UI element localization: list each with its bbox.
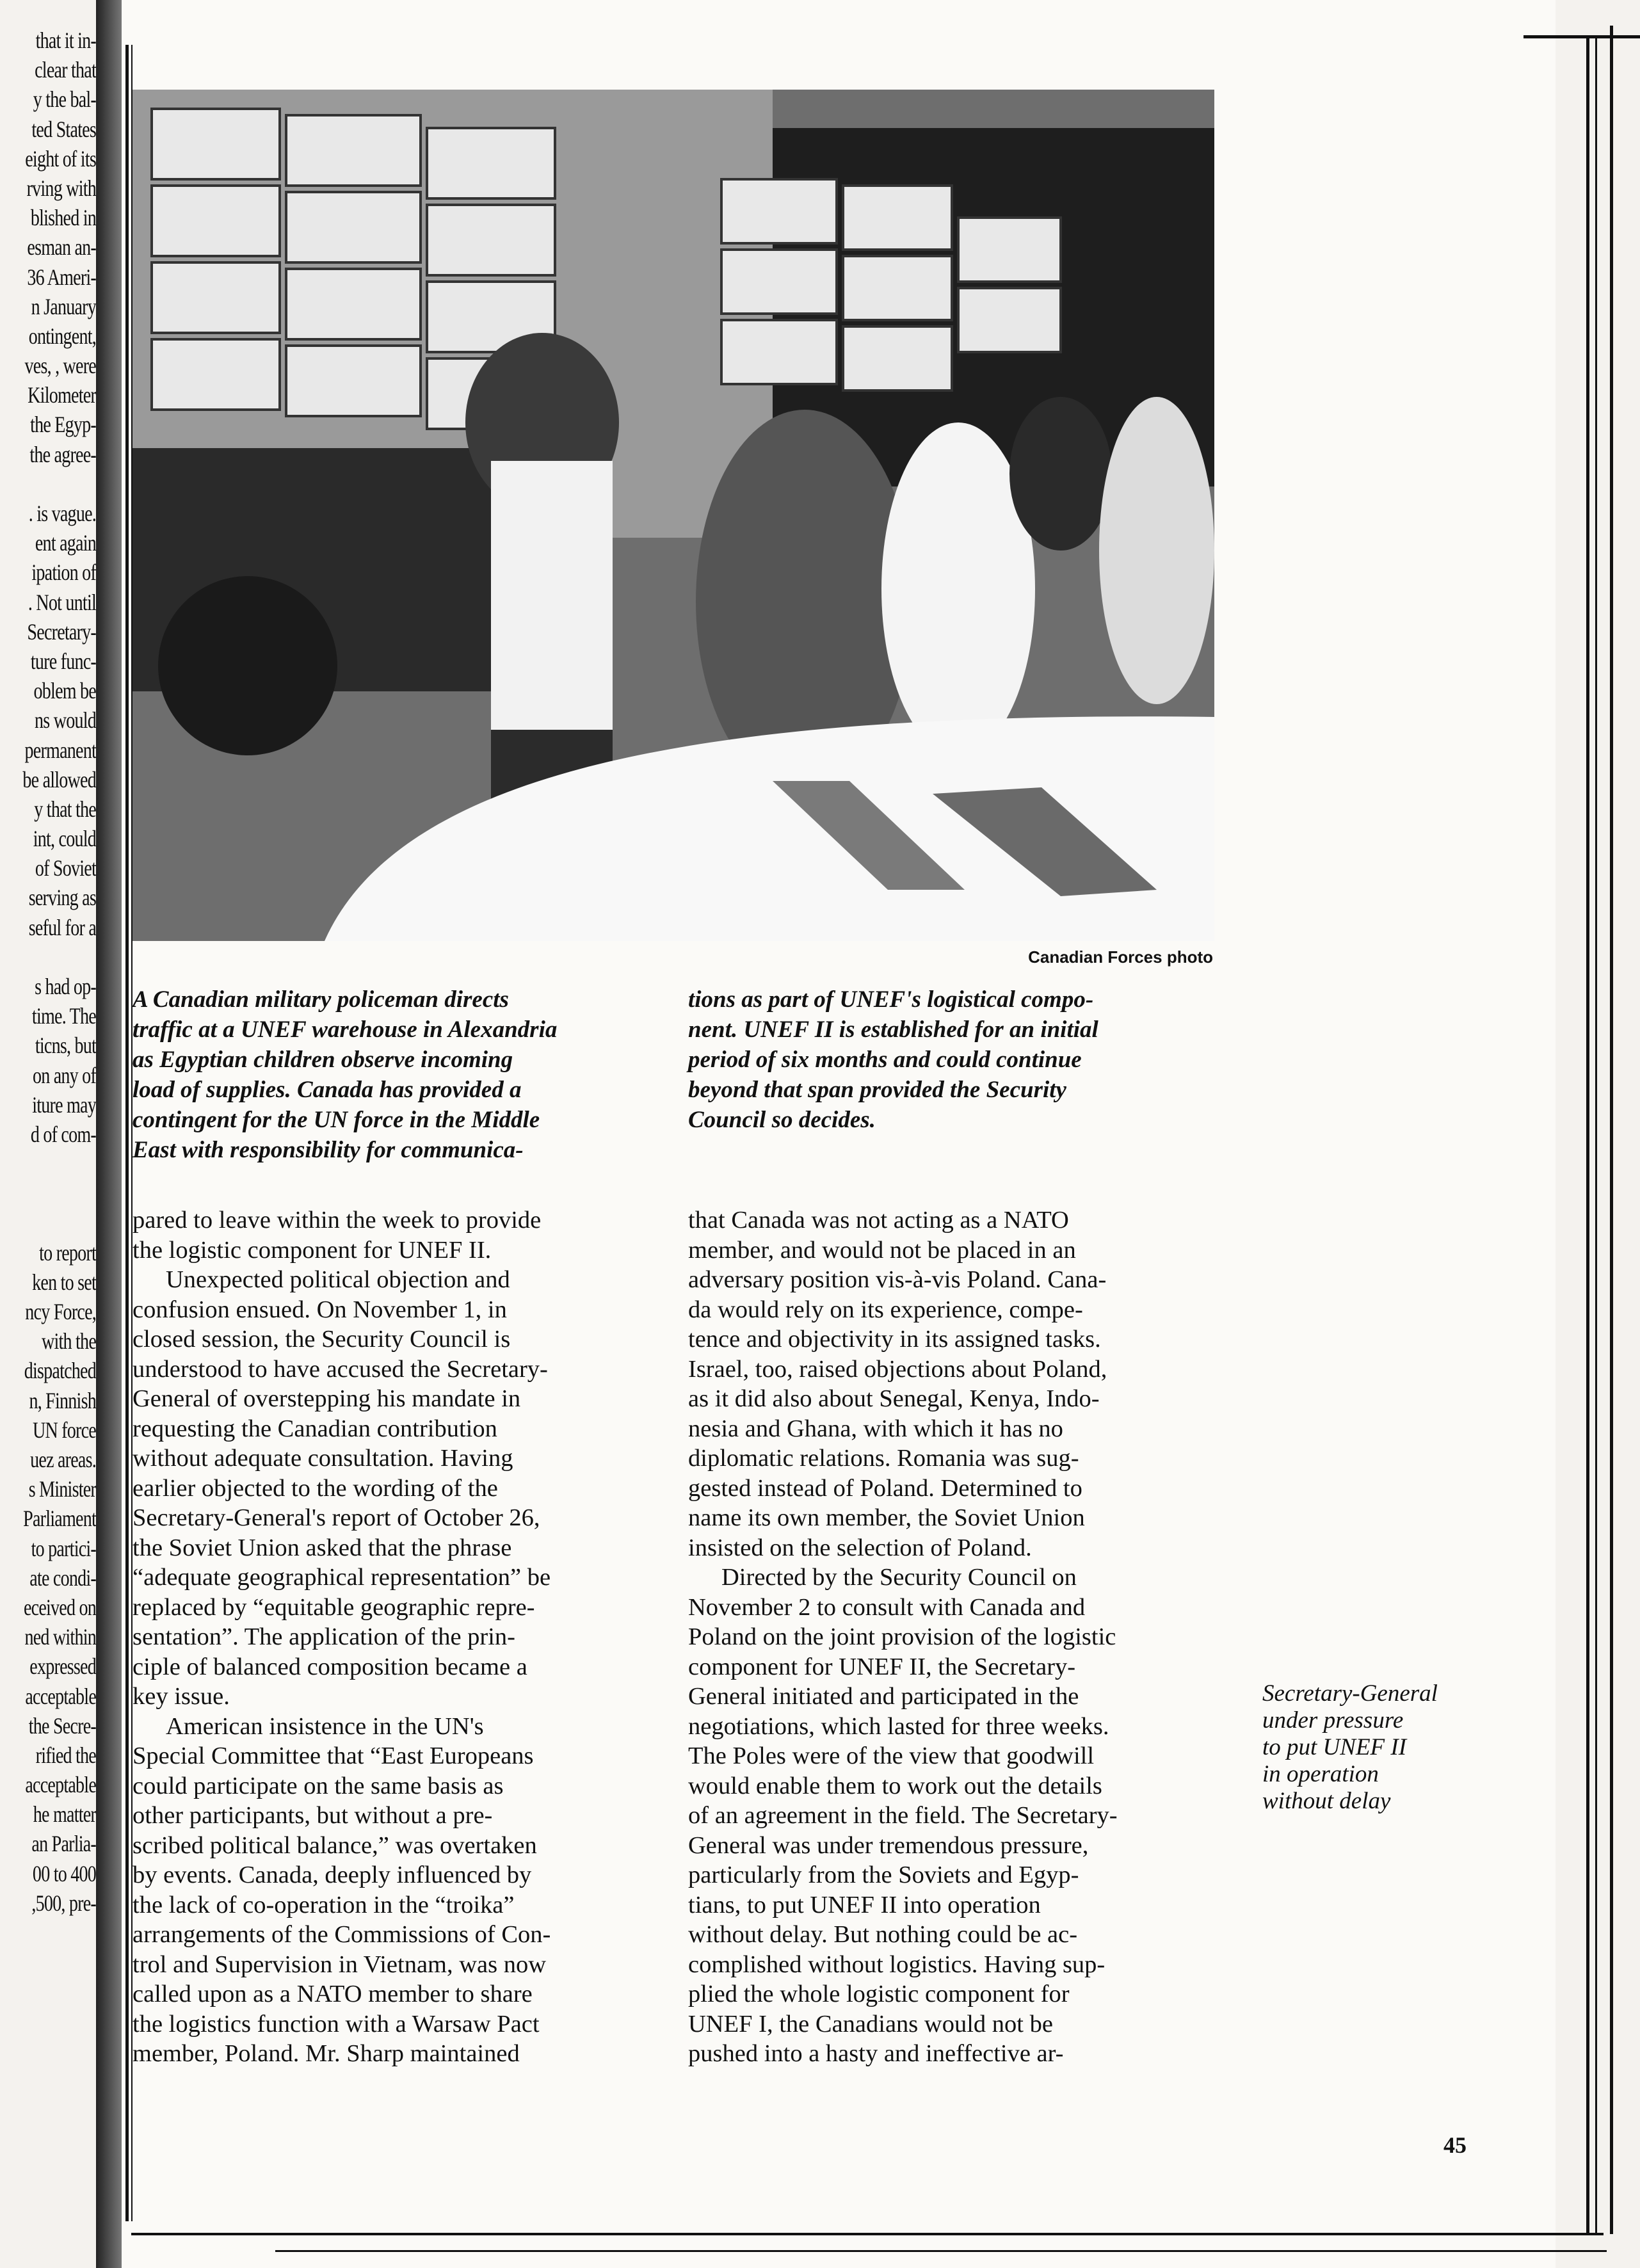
previous-page-line: of Soviet <box>35 855 96 881</box>
previous-page-line <box>21 469 96 499</box>
page-number: 45 <box>1443 2132 1467 2158</box>
caption-line: Council so decides. <box>688 1107 876 1133</box>
previous-page-line: expressed <box>29 1653 96 1680</box>
previous-page-line: eight of its <box>25 145 96 172</box>
caption-line: nent. UNEF II is established for an initial <box>688 1017 1098 1043</box>
previous-page-line <box>21 942 96 972</box>
previous-page-line <box>21 1178 96 1208</box>
sidenote-line: in operation <box>1262 1761 1379 1787</box>
previous-page-line: iture may <box>32 1091 96 1118</box>
previous-page-line: n January <box>31 293 96 319</box>
body-line: requesting the Canadian contribution <box>133 1415 497 1442</box>
body-line: da would rely on its experience, compe- <box>688 1296 1083 1323</box>
previous-page-line: . is vague. <box>28 501 96 526</box>
previous-page-line: an Parlia- <box>31 1831 96 1857</box>
caption-line: as Egyptian children observe incoming <box>133 1047 513 1073</box>
previous-page-column <box>0 26 96 1918</box>
body-line: without adequate consultation. Having <box>133 1445 513 1472</box>
body-line: the logistics function with a Warsaw Pact <box>133 2010 540 2038</box>
body-line: by events. Canada, deeply influenced by <box>133 1862 532 1888</box>
previous-page-line: 00 to 400 <box>32 1860 96 1886</box>
previous-page-line: to report <box>39 1239 96 1266</box>
previous-page-line: the agree- <box>29 441 96 467</box>
photo-caption-right <box>688 985 1219 1135</box>
body-line: replaced by “equitable geographic repre- <box>133 1593 535 1621</box>
warehouse-photo-icon <box>133 90 1214 941</box>
sidenote-line: under pressure <box>1262 1707 1404 1733</box>
body-line: pared to leave within the week to provide <box>133 1207 542 1234</box>
body-line: November 2 to consult with Canada and <box>688 1593 1086 1621</box>
body-line: Directed by the Security Council on <box>721 1564 1077 1591</box>
body-column-right <box>688 1205 1213 2069</box>
body-line: closed session, the Security Council is <box>133 1326 511 1353</box>
sidenote-line: Secretary-General <box>1262 1680 1438 1707</box>
previous-page-line <box>21 1209 96 1238</box>
previous-page-line: Secretary- <box>27 618 96 645</box>
previous-page-line: ,500, pre- <box>31 1890 96 1916</box>
caption-line: contingent for the UN force in the Middle <box>133 1107 540 1133</box>
body-line: The Poles were of the view that goodwill <box>688 1742 1095 1769</box>
previous-page-line: be allowed <box>22 766 96 792</box>
body-line: key issue. <box>133 1683 230 1710</box>
previous-page-line: oblem be <box>33 678 96 704</box>
previous-page-line: dispatched <box>24 1358 96 1384</box>
previous-page-line: d of com- <box>30 1121 96 1147</box>
previous-page-line: UN force <box>32 1417 96 1443</box>
body-line: Poland on the joint provision of the logistic <box>688 1623 1116 1650</box>
previous-page-line: ontingent, <box>28 323 96 349</box>
body-line: plied the whole logistic component for <box>688 1981 1070 2007</box>
body-line: would enable them to work out the details <box>688 1772 1102 1799</box>
previous-page-line: . Not until <box>28 589 96 615</box>
previous-page-line: esman an- <box>27 234 96 261</box>
previous-page-line: ture func- <box>30 648 96 674</box>
body-line: pushed into a hasty and ineffective ar- <box>688 2040 1064 2067</box>
previous-page-line: that it in- <box>35 28 96 53</box>
previous-page-line <box>21 1149 96 1178</box>
previous-page-line: s had op- <box>35 974 96 999</box>
previous-page-line: ncy Force, <box>25 1299 96 1325</box>
caption-line: tions as part of UNEF's logistical compo- <box>688 986 1094 1013</box>
previous-page-line: with the <box>41 1328 96 1355</box>
body-line: Unexpected political objection and <box>166 1266 510 1293</box>
previous-page-line: n, Finnish <box>29 1387 96 1413</box>
body-line: negotiations, which lasted for three weeks. <box>688 1712 1109 1740</box>
body-line: could participate on the same basis as <box>133 1772 504 1799</box>
body-line: American insistence in the UN's <box>166 1712 484 1740</box>
body-line: member, Poland. Mr. Sharp maintained <box>133 2040 520 2067</box>
body-line: gested instead of Poland. Determined to <box>688 1474 1082 1502</box>
previous-page-line: rving with <box>26 175 96 201</box>
previous-page-line: ipation of <box>31 559 96 586</box>
body-line: diplomatic relations. Romania was sug- <box>688 1445 1079 1472</box>
previous-page-line: acceptable <box>25 1772 96 1798</box>
previous-page-line: the Egyp- <box>30 412 96 438</box>
previous-page-line: ken to set <box>32 1269 96 1295</box>
previous-page-line: permanent <box>24 737 96 763</box>
body-line: the lack of co-operation in the “troika” <box>133 1891 515 1918</box>
sidenote-line: without delay <box>1262 1788 1391 1814</box>
previous-page-line: y that the <box>34 796 96 822</box>
previous-page-line: he matter <box>33 1801 96 1828</box>
body-line: UNEF I, the Canadians would not be <box>688 2010 1053 2038</box>
body-line: General of overstepping his mandate in <box>133 1385 521 1412</box>
previous-page-line: acceptable <box>25 1683 96 1709</box>
previous-page-line: clear that <box>35 57 96 83</box>
sidenote-line: to put UNEF II <box>1262 1734 1407 1760</box>
previous-page-line: ned within <box>24 1624 96 1650</box>
previous-page-line: Kilometer <box>28 382 96 408</box>
body-line: ciple of balanced composition became a <box>133 1653 527 1680</box>
previous-page-line: ticns, but <box>35 1033 96 1059</box>
body-line: name its own member, the Soviet Union <box>688 1504 1085 1531</box>
right-border-rule <box>1586 38 1589 2234</box>
body-line: nesia and Ghana, with which it has no <box>688 1415 1063 1442</box>
previous-page-line: serving as <box>28 885 96 911</box>
previous-page-line: uez areas. <box>30 1447 96 1472</box>
body-line: understood to have accused the Secretary- <box>133 1355 548 1383</box>
body-line: adversary position vis-à-vis Poland. Cana- <box>688 1266 1107 1293</box>
body-line: General was under tremendous pressure, <box>688 1831 1089 1859</box>
photo-credit: Canadian Forces photo <box>1028 947 1213 967</box>
previous-page-line: eceived on <box>23 1594 96 1620</box>
body-line: particularly from the Soviets and Egyp- <box>688 1862 1079 1888</box>
right-border-rule-2 <box>1595 38 1597 2234</box>
body-line: arrangements of the Commissions of Con- <box>133 1921 551 1948</box>
body-line: the Soviet Union asked that the phrase <box>133 1534 512 1561</box>
caption-line: A Canadian military policeman directs <box>133 986 509 1013</box>
body-line: that Canada was not acting as a NATO <box>688 1207 1069 1234</box>
previous-page-line: ted States <box>31 116 96 142</box>
previous-page-line: s Minister <box>28 1476 96 1502</box>
caption-line: East with responsibility for communica- <box>133 1137 524 1163</box>
body-column-left <box>133 1205 638 2069</box>
body-line: without delay. But nothing could be ac- <box>688 1921 1078 1948</box>
photo-caption-left <box>133 985 645 1165</box>
body-line: called upon as a NATO member to share <box>133 1981 533 2007</box>
previous-page-line: ns would <box>35 707 96 734</box>
bottom-border-rule-2 <box>275 2250 1607 2252</box>
body-line: Israel, too, raised objections about Poland, <box>688 1355 1107 1383</box>
previous-page-line: ent again <box>35 530 96 556</box>
body-line: “adequate geographical representation” be <box>133 1564 551 1591</box>
left-border-rule <box>125 45 129 2221</box>
bottom-border-rule <box>131 2233 1604 2235</box>
body-line: complished without logistics. Having sup- <box>688 1950 1105 1978</box>
body-line: tence and objectivity in its assigned tasks. <box>688 1326 1101 1353</box>
previous-page-line: time. The <box>31 1003 96 1029</box>
body-line: as it did also about Senegal, Kenya, Indo- <box>688 1385 1100 1412</box>
body-line: insisted on the selection of Poland. <box>688 1534 1032 1561</box>
margin-sidenote <box>1262 1680 1506 1815</box>
right-border-rule-3 <box>1610 26 1613 2234</box>
previous-page-line: blished in <box>30 205 96 231</box>
body-line: other participants, but without a pre- <box>133 1802 493 1829</box>
body-line: of an agreement in the field. The Secretary- <box>688 1802 1118 1829</box>
body-line: component for UNEF II, the Secretary- <box>688 1653 1076 1680</box>
warehouse-photo <box>133 90 1214 941</box>
body-line: trol and Supervision in Vietnam, was now <box>133 1950 547 1978</box>
caption-line: load of supplies. Canada has provided a <box>133 1077 522 1103</box>
previous-page-line: int, could <box>33 826 96 852</box>
body-line: earlier objected to the wording of the <box>133 1474 498 1502</box>
top-border-rule <box>1523 35 1640 38</box>
previous-page-line: Parliament <box>23 1506 96 1532</box>
previous-page-line: rified the <box>35 1742 96 1768</box>
gutter-shadow <box>96 0 122 2268</box>
body-line: General initiated and participated in the <box>688 1683 1079 1710</box>
body-line: the logistic component for UNEF II. <box>133 1236 492 1264</box>
previous-page-line: the Secre- <box>28 1712 96 1739</box>
caption-line: traffic at a UNEF warehouse in Alexandria <box>133 1017 558 1043</box>
caption-line: beyond that span provided the Security <box>688 1077 1066 1103</box>
body-line: Special Committee that “East Europeans <box>133 1742 534 1769</box>
previous-page-line: ate condi- <box>29 1564 96 1591</box>
body-line: tians, to put UNEF II into operation <box>688 1891 1041 1918</box>
caption-line: period of six months and could continue <box>688 1047 1082 1073</box>
body-line: Secretary-General's report of October 26, <box>133 1504 540 1531</box>
body-line: confusion ensued. On November 1, in <box>133 1296 507 1323</box>
body-line: member, and would not be placed in an <box>688 1236 1076 1264</box>
previous-page-line: seful for a <box>28 914 96 940</box>
previous-page-line: y the bal- <box>33 86 96 113</box>
previous-page-line: to partici- <box>31 1535 96 1561</box>
previous-page-line: ves, , were <box>24 353 96 379</box>
previous-page-line: 36 Ameri- <box>27 264 96 290</box>
body-line: scribed political balance,” was overtaken <box>133 1831 537 1859</box>
previous-page-line: on any of <box>32 1062 96 1088</box>
body-line: sentation”. The application of the prin- <box>133 1623 515 1650</box>
